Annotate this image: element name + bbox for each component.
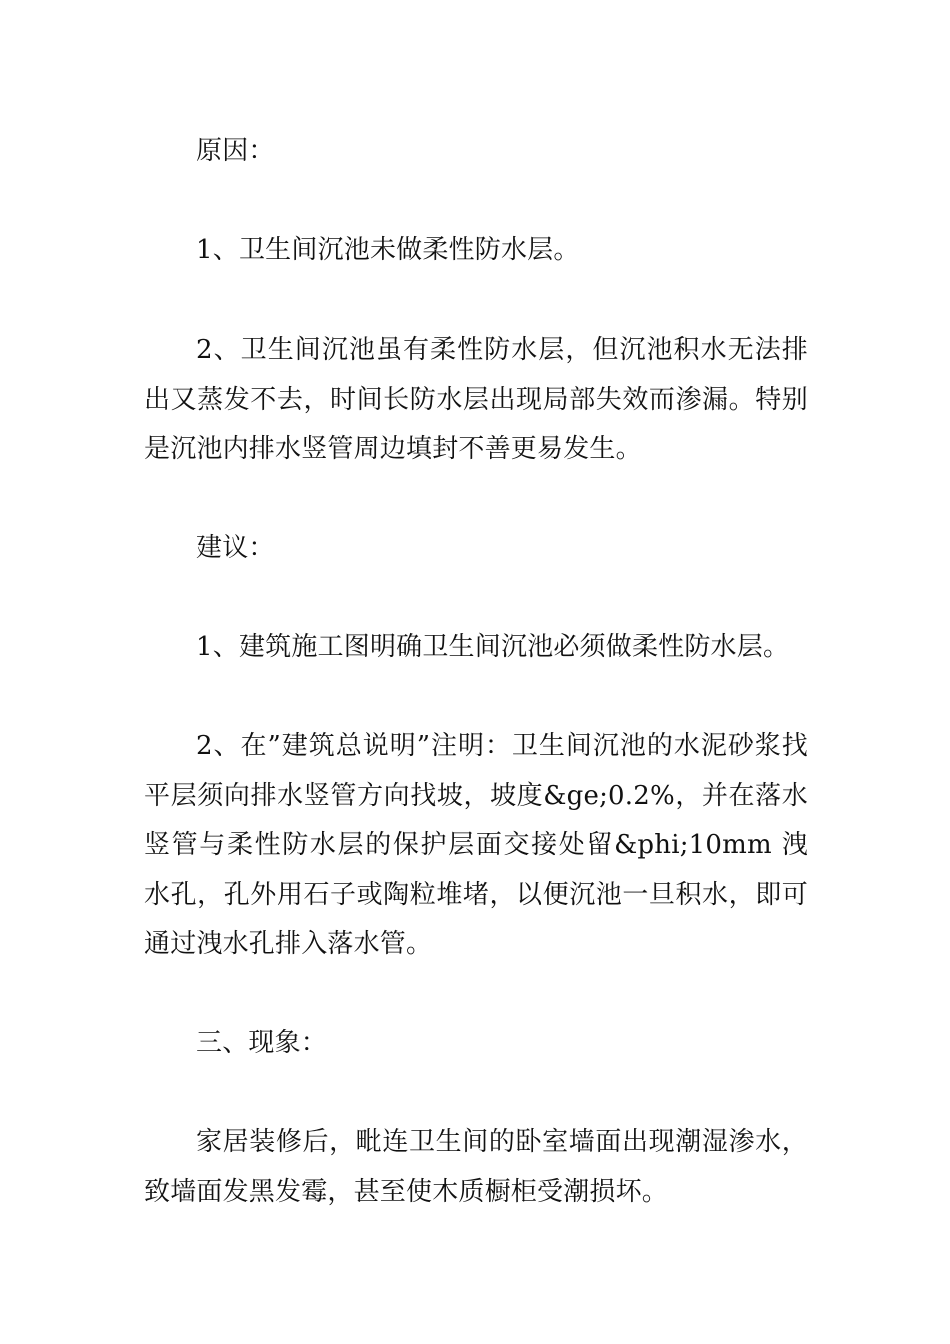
paragraph-cause-heading: 原因：	[196, 136, 275, 166]
paragraph-cause-2: 2、卫生间沉池虽有柔性防水层，但沉池积水无法排出又蒸发不去，时间长防水层出现局部失效而渗漏。特别是沉池内排水竖管周边填封不善更易发生。	[144, 335, 808, 464]
paragraph-suggestion-2: 2、在”建筑总说明”注明：卫生间沉池的水泥砂浆找平层须向排水竖管方向找坡，坡度&ge;0.2%，并在落水竖管与柔性防水层的保护层面交接处留&phi;10mm 洩水孔，孔外用石子或陶粒堆堵，以便沉池一旦积水，即可通过洩水孔排入落水管。	[144, 731, 808, 959]
paragraph-phenomenon-heading: 三、现象：	[196, 1028, 328, 1058]
paragraph-suggestion-1: 1、建筑施工图明确卫生间沉池必须做柔性防水层。	[196, 632, 790, 662]
paragraph-suggestion-heading: 建议：	[196, 533, 275, 563]
paragraph-phenomenon-text: 家居装修后，毗连卫生间的卧室墙面出现潮湿渗水，致墙面发黑发霉，甚至使木质橱柜受潮损坏。	[144, 1127, 808, 1207]
paragraph-cause-1: 1、卫生间沉池未做柔性防水层。	[196, 235, 580, 265]
